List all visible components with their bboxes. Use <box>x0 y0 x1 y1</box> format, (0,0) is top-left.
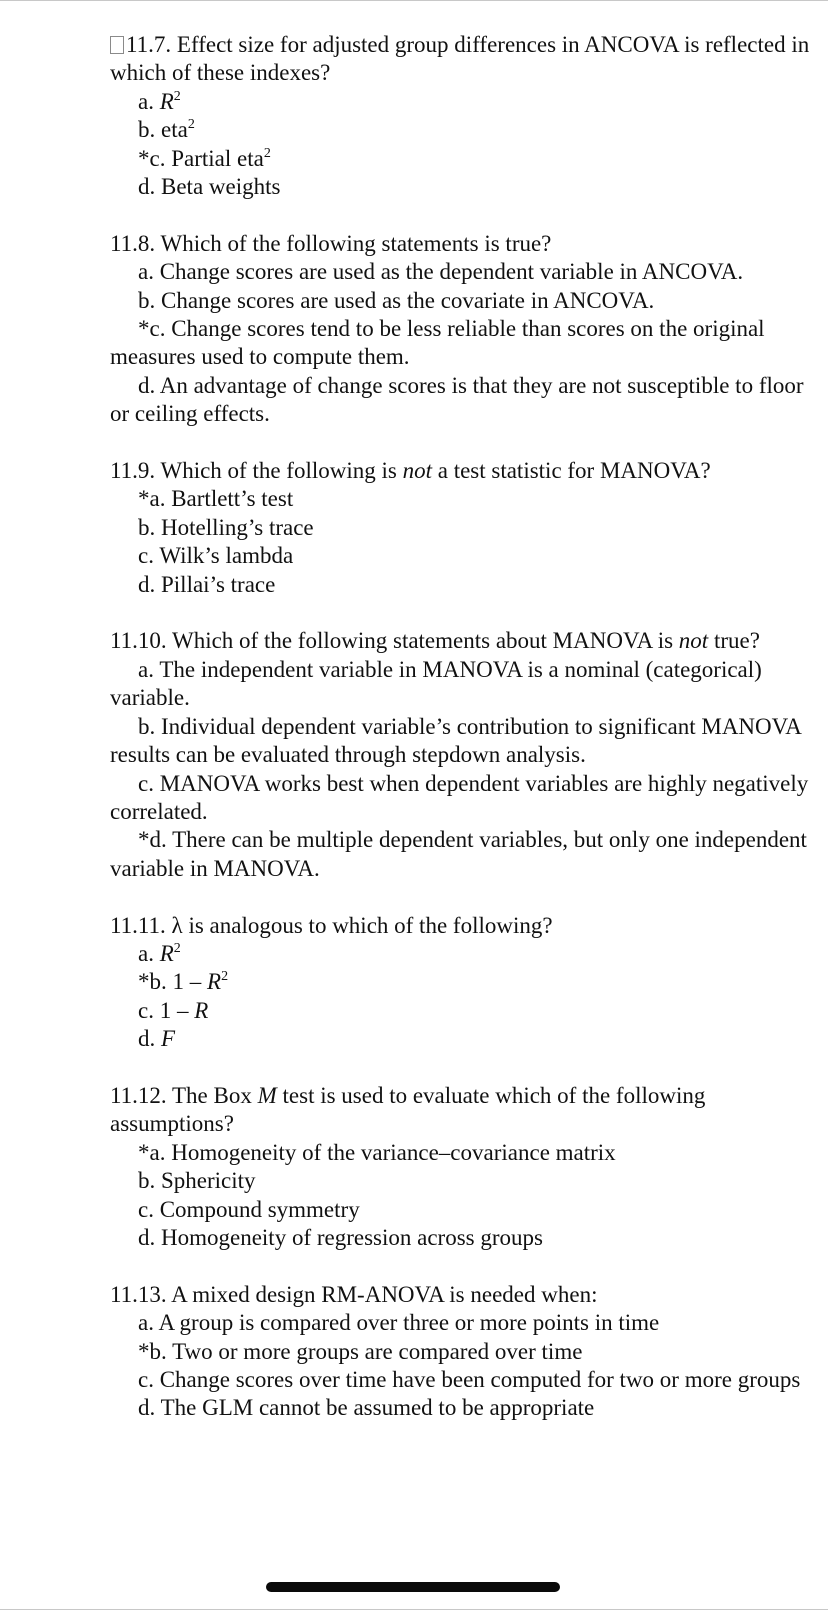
text-run: test is used to evaluate which of the following assumptions? <box>110 1082 706 1137</box>
answer-option <box>110 542 810 570</box>
text-run: Beta weights <box>161 174 281 200</box>
option-label: b. <box>138 514 156 540</box>
text-run: An advantage of change scores is that they are not susceptible to floor or ceiling effects. <box>110 372 804 427</box>
answer-option <box>110 1139 810 1167</box>
text-run: Change scores are used as the covariate in ANCOVA. <box>161 287 655 313</box>
text-run: Sphericity <box>161 1168 256 1194</box>
option-label: d. <box>138 571 156 597</box>
option-label: *c. <box>138 145 166 171</box>
question-number: 11.12. <box>110 1082 167 1108</box>
answer-option <box>110 1025 810 1053</box>
question-text: λ is analogous to which of the following? <box>165 912 553 938</box>
option-label: *b. <box>138 969 167 995</box>
superscript: 2 <box>187 117 195 133</box>
text-run: true? <box>708 628 760 654</box>
option-label: b. <box>138 117 156 143</box>
question-stem <box>110 457 810 485</box>
text-run: Change scores are used as the dependent variable in ANCOVA. <box>159 259 744 285</box>
text-run: Which of the following is <box>155 458 403 484</box>
option-label: d. <box>138 1224 156 1250</box>
option-label: c. <box>138 543 154 569</box>
answer-option <box>110 571 810 599</box>
answer-option <box>110 514 810 542</box>
question-list[interactable] <box>110 31 810 1451</box>
option-label: d. <box>138 1026 156 1052</box>
answer-option <box>110 940 810 968</box>
text-run: 1 – <box>159 997 195 1023</box>
text-run: Two or more groups are compared over time <box>172 1338 583 1364</box>
text-run: Pillai’s trace <box>161 571 276 597</box>
question-text: A mixed design RM-ANOVA is needed when: <box>166 1281 598 1307</box>
answer-option <box>110 315 810 372</box>
option-label: c. <box>138 1367 154 1392</box>
answer-option <box>110 1394 810 1422</box>
answer-option <box>110 145 810 173</box>
italic-text: R <box>194 997 209 1023</box>
option-label: a. <box>138 1310 154 1336</box>
italic-text: not <box>402 458 432 484</box>
answer-option <box>110 173 810 201</box>
answer-option <box>110 1196 810 1224</box>
option-label: a. <box>138 940 154 966</box>
option-label: a. <box>138 259 154 285</box>
answer-option <box>110 287 810 315</box>
text-run: a test statistic for MANOVA? <box>431 458 711 484</box>
home-indicator-bar[interactable] <box>266 1582 560 1592</box>
option-label: *d. <box>138 827 167 853</box>
superscript: 2 <box>173 88 181 104</box>
option-label: c. <box>138 1196 154 1222</box>
question-stem <box>110 1281 810 1309</box>
question-stem <box>110 230 810 258</box>
italic-text: not <box>678 628 709 654</box>
option-label: d. <box>138 1395 156 1421</box>
answer-option <box>110 1224 810 1252</box>
answer-option <box>110 997 810 1025</box>
option-label: c. <box>138 770 154 796</box>
top-divider <box>0 0 828 1</box>
question-11-8 <box>110 230 810 429</box>
text-run: Compound symmetry <box>159 1196 360 1222</box>
question-11-9 <box>110 457 810 599</box>
answer-option <box>110 770 810 827</box>
answer-option <box>110 656 810 713</box>
question-number: 11.7. <box>126 32 172 57</box>
answer-option <box>110 258 810 286</box>
checkbox-glyph-icon <box>110 36 124 54</box>
option-label: *c. <box>138 316 166 342</box>
option-label: c. <box>138 997 154 1023</box>
question-stem <box>110 912 810 940</box>
text-run: The Box <box>166 1082 258 1108</box>
text-run: Homogeneity of the variance–covariance matrix <box>171 1139 616 1165</box>
question-11-11 <box>110 912 810 1054</box>
italic-text: R <box>159 940 174 966</box>
answer-option <box>110 713 810 770</box>
text-run: MANOVA works best when dependent variables are highly negatively correlated. <box>110 770 809 824</box>
text-run: Wilk’s lambda <box>159 543 294 569</box>
answer-option <box>110 1366 810 1394</box>
italic-text: F <box>161 1026 176 1052</box>
text-run: There can be multiple dependent variables, but only one independent variable in MANOVA. <box>110 827 807 881</box>
question-number: 11.13. <box>110 1281 167 1307</box>
text-run: The GLM cannot be assumed to be appropriate <box>160 1395 595 1421</box>
text-run: 1 – <box>172 969 207 995</box>
option-label: a. <box>138 656 154 682</box>
text-run: The independent variable in MANOVA is a nominal (categorical) variable. <box>110 656 762 711</box>
option-label: *b. <box>138 1338 167 1364</box>
text-run: Homogeneity of regression across groups <box>161 1224 543 1250</box>
text-run: A group is compared over three or more points in time <box>158 1310 660 1336</box>
option-label: a. <box>138 88 154 114</box>
question-text: Which of the following statements is true? <box>155 230 552 256</box>
text-run: Bartlett’s test <box>171 486 294 512</box>
option-label: d. <box>138 174 156 200</box>
answer-option <box>110 826 810 883</box>
answer-option <box>110 1338 810 1366</box>
option-label: *a. <box>138 1139 166 1165</box>
text-run: Individual dependent variable’s contribution to significant MANOVA results can be evaluated through stepdown analysis. <box>110 713 801 768</box>
italic-text: M <box>257 1082 277 1108</box>
option-label: d. <box>138 372 156 398</box>
superscript: 2 <box>263 145 271 161</box>
answer-option <box>110 1167 810 1195</box>
answer-option <box>110 372 810 429</box>
question-11-7 <box>110 31 810 201</box>
answer-option <box>110 1309 810 1337</box>
question-text: Effect size for adjusted group differences in ANCOVA is reflected in which of these indexes? <box>110 32 810 86</box>
italic-text: R <box>207 969 222 995</box>
answer-option <box>110 116 810 144</box>
text-run: Change scores tend to be less reliable than scores on the original measures used to compute them. <box>110 316 765 370</box>
question-number: 11.10. <box>110 628 167 654</box>
answer-option <box>110 88 810 116</box>
answer-option <box>110 485 810 513</box>
question-stem <box>110 627 810 655</box>
question-11-12 <box>110 1082 810 1252</box>
italic-text: R <box>159 88 174 114</box>
question-number: 11.11. <box>110 912 166 938</box>
superscript: 2 <box>221 969 229 985</box>
question-11-13 <box>110 1281 810 1423</box>
text-run: Partial eta <box>171 145 264 171</box>
text-run: Change scores over time have been computed for two or more groups <box>159 1367 801 1392</box>
text-run: Hotelling’s trace <box>161 514 314 540</box>
text-run: Which of the following statements about MANOVA is <box>166 628 679 654</box>
question-11-10 <box>110 627 810 883</box>
question-number: 11.8. <box>110 230 156 256</box>
question-number: 11.9. <box>110 458 156 484</box>
text-run: eta <box>161 117 188 143</box>
option-label: b. <box>138 713 156 739</box>
question-stem <box>110 31 810 88</box>
answer-option <box>110 968 810 996</box>
option-label: *a. <box>138 486 166 512</box>
option-label: b. <box>138 287 156 313</box>
question-stem <box>110 1082 810 1139</box>
option-label: b. <box>138 1168 156 1194</box>
superscript: 2 <box>173 940 181 956</box>
